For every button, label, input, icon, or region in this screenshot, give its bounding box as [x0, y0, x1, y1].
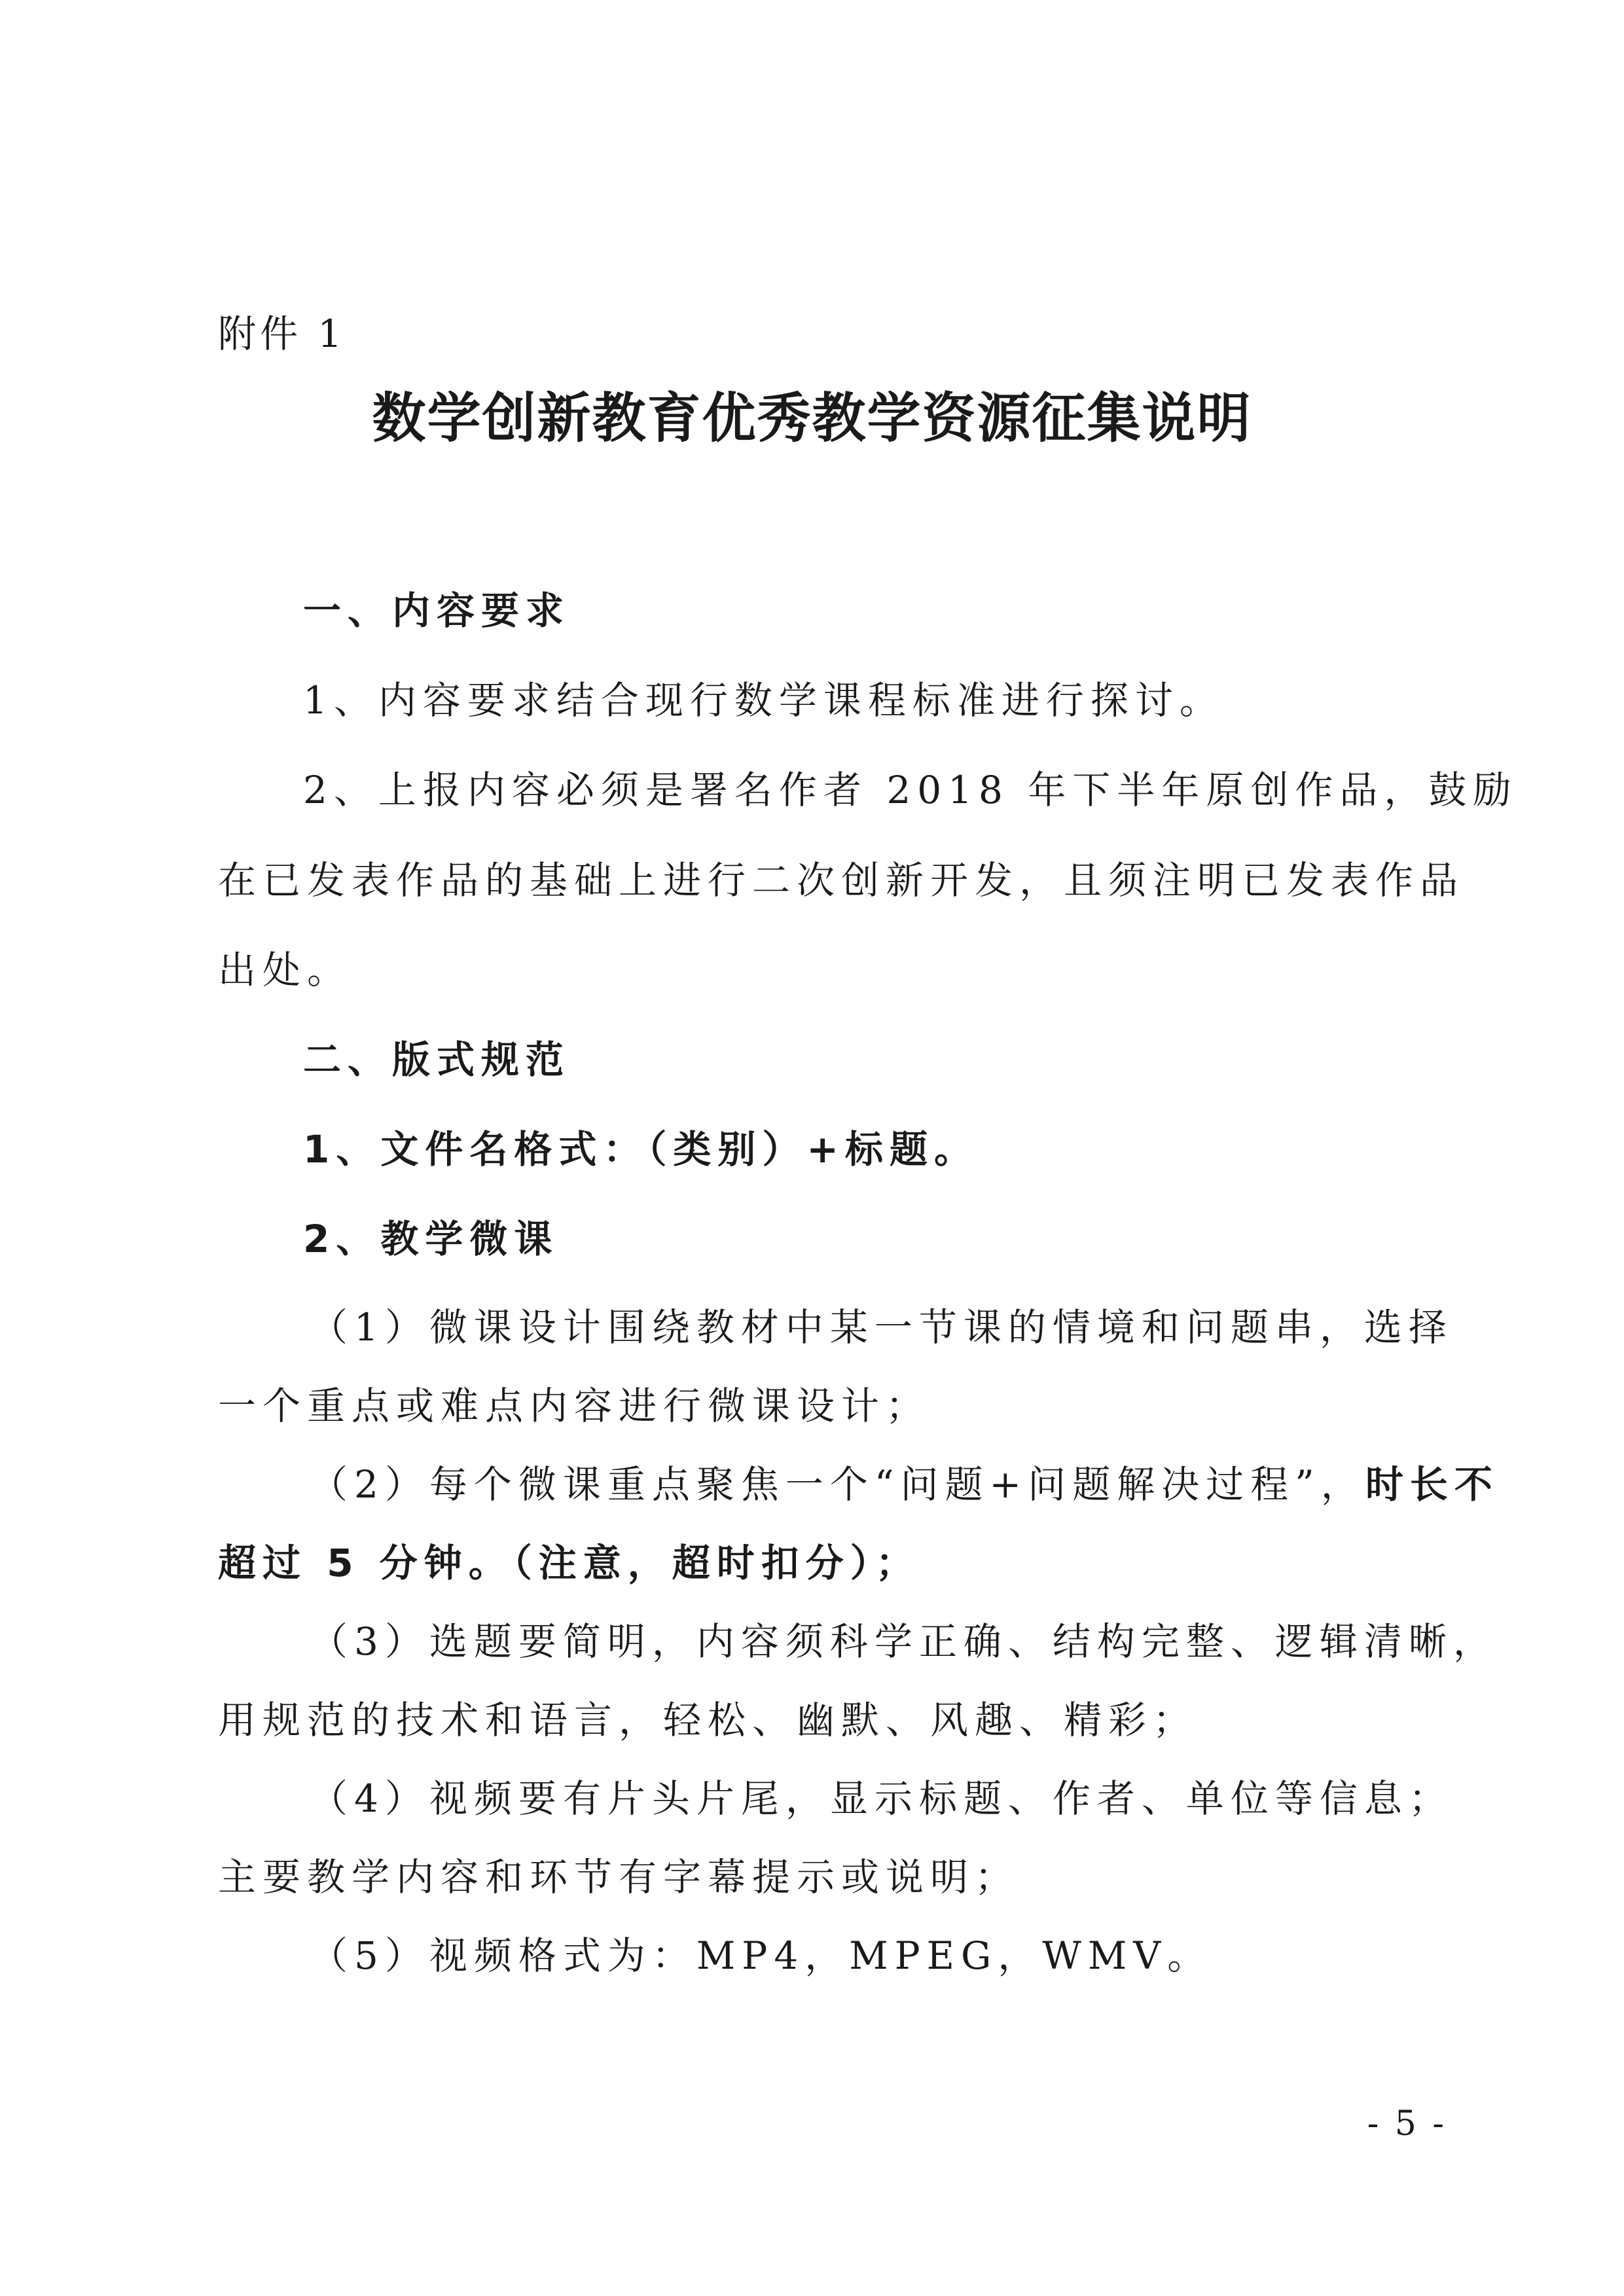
- microlesson-point-4-line-1: （4）视频要有片头片尾，显示标题、作者、单位等信息；: [310, 1776, 1453, 1821]
- microlesson-point-3-line-1: （3）选题要简明，内容须科学正确、结构完整、逻辑清晰，: [310, 1619, 1498, 1664]
- section-1-item-2-line-3: 出处。: [218, 948, 352, 992]
- microlesson-point-2-line-1: [218, 1458, 1499, 1511]
- section-2-heading: 二、版式规范: [303, 1037, 571, 1082]
- microlesson-point-2-line-2: 超过 5 分钟。（注意，超时扣分）；: [218, 1541, 920, 1585]
- document-title: 数学创新教育优秀教学资源征集说明: [372, 387, 1252, 450]
- microlesson-point-2-duration-start: 时长不: [1365, 1462, 1499, 1507]
- microlesson-point-5-line-1: （5）视频格式为：MP4，MPEG，WMV。: [310, 1933, 1212, 1978]
- section-2-item-1: 1、文件名格式：（类别）+标题。: [303, 1127, 979, 1172]
- microlesson-point-3-line-2: 用规范的技术和语言，轻松、幽默、风趣、精彩；: [218, 1698, 1198, 1742]
- microlesson-point-4-line-2: 主要教学内容和环节有字幕提示或说明；: [218, 1855, 1020, 1899]
- microlesson-point-1-line-2: 一个重点或难点内容进行微课设计；: [218, 1384, 931, 1428]
- section-1-item-1: 1、内容要求结合现行数学课程标准进行探讨。: [303, 678, 1224, 723]
- microlesson-point-2-text: （2）每个微课重点聚焦一个“问题+问题解决过程”，: [310, 1462, 1365, 1507]
- attachment-label: 附件 1: [218, 312, 346, 356]
- section-1-heading: 一、内容要求: [303, 588, 571, 633]
- page-number: - 5 -: [1367, 2104, 1447, 2144]
- section-1-item-2-line-1: 2、上报内容必须是署名作者 2018 年下半年原创作品，鼓励: [303, 768, 1518, 812]
- microlesson-point-1-line-1: （1）微课设计围绕教材中某一节课的情境和问题串，选择: [310, 1305, 1453, 1350]
- section-1-item-2-line-2: 在已发表作品的基础上进行二次创新开发，且须注明已发表作品: [218, 858, 1465, 903]
- section-2-item-2-heading: 2、教学微课: [303, 1217, 559, 1261]
